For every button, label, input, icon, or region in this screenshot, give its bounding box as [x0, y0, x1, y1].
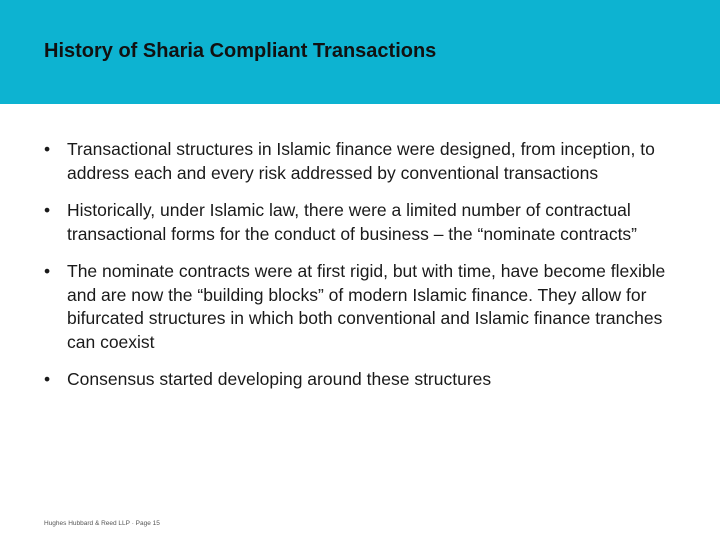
slide-footer: Hughes Hubbard & Reed LLP · Page 15	[44, 520, 160, 527]
bullet-list	[44, 138, 684, 406]
bullet-item-1	[44, 138, 684, 185]
bullet-item-3	[44, 260, 684, 354]
bullet-dot-icon: •	[44, 139, 51, 159]
bullet-text-2: Historically, under Islamic law, there were a limited number of contractual transactional forms for the conduct of business – the “nominate contracts”	[67, 200, 638, 244]
bullet-dot-icon: •	[44, 200, 51, 220]
bullet-text-4: Consensus started developing around these structures	[67, 369, 492, 389]
slide-title: History of Sharia Compliant Transactions	[44, 40, 437, 62]
bullet-text-1: Transactional structures in Islamic finance were designed, from inception, to address each and every risk addressed by conventional transactions	[67, 139, 655, 183]
bullet-item-2	[44, 199, 684, 246]
bullet-item-4	[44, 368, 684, 392]
bullet-text-3: The nominate contracts were at first rigid, but with time, have become flexible and are now the “building blocks” of modern Islamic finance. They allow for bifurcated structures in which both conventional and Islamic finance tranches can coexist	[67, 261, 666, 352]
bullet-dot-icon: •	[44, 261, 51, 281]
bullet-dot-icon: •	[44, 369, 51, 389]
